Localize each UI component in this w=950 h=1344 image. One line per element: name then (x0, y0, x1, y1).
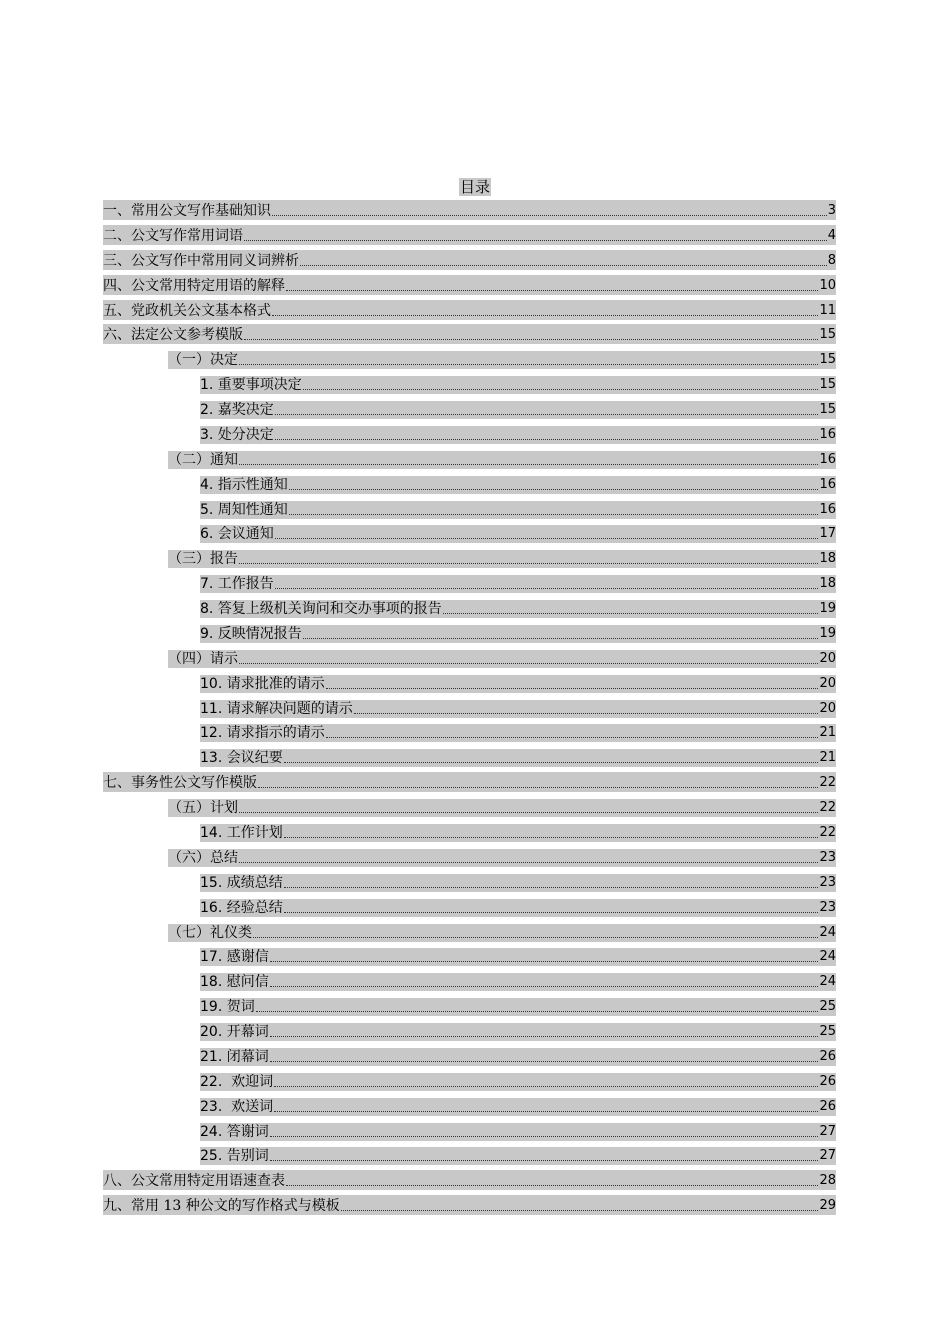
toc-page-number: 24 (819, 974, 836, 990)
toc-dot-leader (286, 1184, 818, 1186)
toc-entry[interactable] (168, 449, 836, 469)
toc-entry[interactable] (200, 946, 836, 966)
toc-entry[interactable] (168, 648, 836, 668)
toc-page-number: 24 (819, 924, 836, 940)
toc-entry[interactable] (168, 349, 836, 369)
toc-page-number: 21 (819, 725, 836, 741)
toc-dot-leader (269, 1048, 820, 1066)
toc-dot-leader (288, 501, 820, 519)
toc-entry-text: 五、党政机关公文基本格式 (103, 302, 271, 319)
toc-page-number: 8 (827, 252, 836, 268)
toc-entry-text: 八、公文常用特定用语速查表 (103, 1173, 285, 1190)
toc-entry-text: 5. 周知性通知 (200, 501, 288, 518)
toc-entry[interactable] (200, 623, 836, 643)
toc-entry[interactable] (200, 499, 836, 519)
toc-page-number: 11 (819, 302, 836, 318)
toc-entry[interactable] (168, 797, 836, 817)
toc-entry[interactable] (200, 474, 836, 494)
toc-dot-leader (283, 874, 820, 892)
toc-entry[interactable] (103, 250, 836, 270)
toc-page-number: 15 (819, 327, 836, 343)
toc-entry-text: 23. 欢送词 (200, 1098, 274, 1115)
toc-dot-leader (353, 700, 820, 718)
toc-page-number: 16 (819, 451, 836, 467)
toc-dot-leader (238, 550, 819, 568)
toc-entry[interactable] (200, 996, 836, 1016)
toc-dot-leader (288, 476, 820, 494)
toc-entry-text: （三）报告 (168, 551, 238, 568)
toc-entry-text: 一、常用公文写作基础知识 (103, 203, 271, 219)
toc-dot-leader (258, 786, 818, 788)
toc-page-number: 29 (819, 1198, 836, 1214)
toc-entry-text: 10. 请求批准的请示 (200, 675, 325, 692)
toc-dot-leader (325, 724, 820, 742)
toc-page-number: 15 (819, 352, 836, 368)
toc-dot-leader (442, 600, 820, 618)
toc-entry[interactable] (200, 897, 836, 917)
toc-page-number: 24 (819, 949, 836, 965)
toc-page-number: 26 (819, 1098, 836, 1114)
toc-entry-text: 25. 告别词 (200, 1148, 269, 1165)
toc-dot-leader (273, 1073, 819, 1091)
toc-entry[interactable] (200, 1096, 836, 1116)
toc-entry[interactable] (103, 324, 836, 344)
toc-page-number: 27 (819, 1123, 836, 1139)
toc-dot-leader (269, 948, 820, 966)
toc-dot-leader (283, 749, 820, 767)
toc-dot-leader (244, 338, 818, 340)
toc-entry-text: 24. 答谢词 (200, 1123, 269, 1140)
toc-entry[interactable] (103, 275, 836, 295)
toc-entry-text: 七、事务性公文写作模版 (103, 775, 257, 792)
toc-page-number: 27 (819, 1148, 836, 1164)
toc-entry-text: 11. 请求解决问题的请示 (200, 700, 353, 717)
toc-dot-leader (255, 998, 820, 1016)
toc-dot-leader (272, 314, 818, 316)
toc-entry[interactable] (200, 573, 836, 593)
toc-entry[interactable] (103, 300, 836, 320)
toc-entry[interactable] (103, 225, 836, 245)
toc-page-number: 22 (819, 825, 836, 840)
toc-entry-text: 17. 感谢信 (200, 949, 269, 966)
toc-entry[interactable] (103, 1170, 836, 1190)
toc-entry-text: 1. 重要事项决定 (200, 377, 302, 394)
toc-entry[interactable] (103, 772, 836, 792)
toc-entry[interactable] (200, 1145, 836, 1165)
toc-page-number: 26 (819, 1048, 836, 1064)
toc-page-number: 18 (819, 551, 836, 567)
toc-entry-text: 15. 成绩总结 (200, 874, 283, 891)
toc-page-number: 16 (819, 426, 836, 442)
toc-page-number: 28 (819, 1173, 836, 1189)
toc-entry-text: 16. 经验总结 (200, 899, 283, 916)
toc-entry-text: 3. 处分决定 (200, 426, 274, 443)
toc-entry-text: 6. 会议通知 (200, 526, 274, 543)
toc-dot-leader (269, 1023, 820, 1041)
toc-entry-text: 六、法定公文参考模版 (103, 327, 243, 344)
toc-entry[interactable] (200, 1071, 836, 1091)
toc-entry-text: 三、公文写作中常用同义词辨析 (103, 252, 299, 269)
toc-dot-leader (302, 625, 820, 643)
toc-page-number: 20 (819, 700, 836, 716)
toc-entry[interactable] (168, 847, 836, 867)
toc-entry[interactable] (200, 722, 836, 742)
toc-dot-leader (283, 824, 820, 842)
toc-page-number: 10 (819, 277, 836, 293)
toc-entry[interactable] (200, 424, 836, 444)
toc-dot-leader (283, 899, 820, 917)
toc-entry[interactable] (103, 1195, 836, 1215)
toc-entry[interactable] (200, 698, 836, 718)
toc-page-number: 19 (819, 601, 836, 617)
toc-entry-text: （四）请示 (168, 650, 238, 667)
toc-dot-leader (269, 1123, 820, 1141)
toc-dot-leader (274, 401, 820, 419)
toc-page-number: 16 (819, 501, 836, 517)
toc-entry-text: 18. 慰问信 (200, 974, 269, 991)
toc-title-text: 目录 (459, 178, 490, 196)
toc-entry[interactable] (200, 1121, 836, 1141)
toc-dot-leader (244, 239, 827, 241)
toc-dot-leader (269, 1147, 820, 1165)
toc-entry-text: 4. 指示性通知 (200, 476, 288, 493)
toc-page-number: 20 (819, 675, 836, 691)
toc-entry[interactable] (168, 548, 836, 568)
toc-entry[interactable] (200, 872, 836, 892)
toc-page-number: 23 (819, 899, 836, 915)
toc-page-number: 22 (819, 775, 836, 791)
toc-title (0, 177, 950, 197)
toc-page-number: 4 (827, 227, 836, 243)
toc-dot-leader (325, 675, 820, 693)
toc-page-number: 20 (819, 650, 836, 666)
toc-entry-text: 四、公文常用特定用语的解释 (103, 277, 285, 294)
toc-page-number: 15 (819, 402, 836, 418)
toc-dot-leader (300, 264, 827, 266)
toc-dot-leader (238, 351, 819, 369)
toc-entry-text: 13. 会议纪要 (200, 750, 283, 767)
toc-entry-text: （五）计划 (168, 800, 238, 817)
toc-page-number: 3 (827, 203, 836, 218)
toc-dot-leader (238, 799, 819, 817)
toc-entry-text: 8. 答复上级机关询问和交办事项的报告 (200, 601, 442, 618)
toc-dot-leader (269, 973, 820, 991)
toc-entry[interactable] (200, 747, 836, 767)
toc-dot-leader (302, 376, 820, 394)
toc-dot-leader (341, 1209, 819, 1211)
toc-entry[interactable] (200, 523, 836, 543)
toc-dot-leader (274, 525, 820, 543)
toc-entry-text: （六）总结 (168, 849, 238, 866)
toc-page-number: 26 (819, 1073, 836, 1089)
toc-entry-text: 7. 工作报告 (200, 576, 274, 593)
toc-entry[interactable] (168, 922, 836, 942)
toc-entry-text: 12. 请求指示的请示 (200, 725, 325, 742)
toc-entry-text: 2. 嘉奖决定 (200, 402, 274, 419)
toc-dot-leader (286, 289, 818, 291)
toc-entry[interactable] (200, 598, 836, 618)
toc-entry-text: （七）礼仪类 (168, 924, 252, 941)
toc-dot-leader (252, 924, 819, 942)
toc-entry-text: （一）决定 (168, 352, 238, 369)
toc-page-number: 21 (819, 750, 836, 766)
toc-entry[interactable] (200, 673, 836, 693)
toc-entry-text: 21. 闭幕词 (200, 1048, 269, 1065)
toc-dot-leader (273, 1098, 819, 1116)
toc-page-number: 23 (819, 849, 836, 865)
toc-entry-text: 二、公文写作常用词语 (103, 227, 243, 244)
toc-entry-text: 19. 贺词 (200, 999, 255, 1016)
toc-dot-leader (272, 214, 827, 216)
toc-entry[interactable] (200, 399, 836, 419)
toc-dot-leader (238, 650, 819, 668)
toc-page-number: 19 (819, 625, 836, 641)
toc-entry-text: 20. 开幕词 (200, 1024, 269, 1041)
toc-entry[interactable] (103, 200, 836, 220)
toc-entry[interactable] (200, 822, 836, 842)
toc-dot-leader (238, 849, 819, 867)
toc-dot-leader (274, 426, 820, 444)
toc-page-number: 25 (819, 1024, 836, 1040)
toc-entry[interactable] (200, 971, 836, 991)
toc-page-number: 15 (819, 377, 836, 393)
toc-page-number: 22 (819, 800, 836, 816)
toc-entry-text: 九、常用 13 种公文的写作格式与模板 (103, 1198, 340, 1215)
toc-entry[interactable] (200, 1046, 836, 1066)
toc-entry[interactable] (200, 374, 836, 394)
toc-page-number: 17 (819, 526, 836, 542)
toc-entry-text: （二）通知 (168, 451, 238, 468)
toc-dot-leader (238, 451, 819, 469)
toc-page-number: 16 (819, 476, 836, 492)
toc-dot-leader (274, 575, 820, 593)
toc-entry[interactable] (200, 1021, 836, 1041)
toc-entry-text: 22. 欢迎词 (200, 1073, 274, 1090)
toc-page-number: 18 (819, 576, 836, 592)
toc-page-number: 23 (819, 874, 836, 890)
toc-entry-text: 9. 反映情况报告 (200, 625, 302, 642)
toc-entry-text: 14. 工作计划 (200, 825, 283, 841)
toc-page-number: 25 (819, 999, 836, 1015)
